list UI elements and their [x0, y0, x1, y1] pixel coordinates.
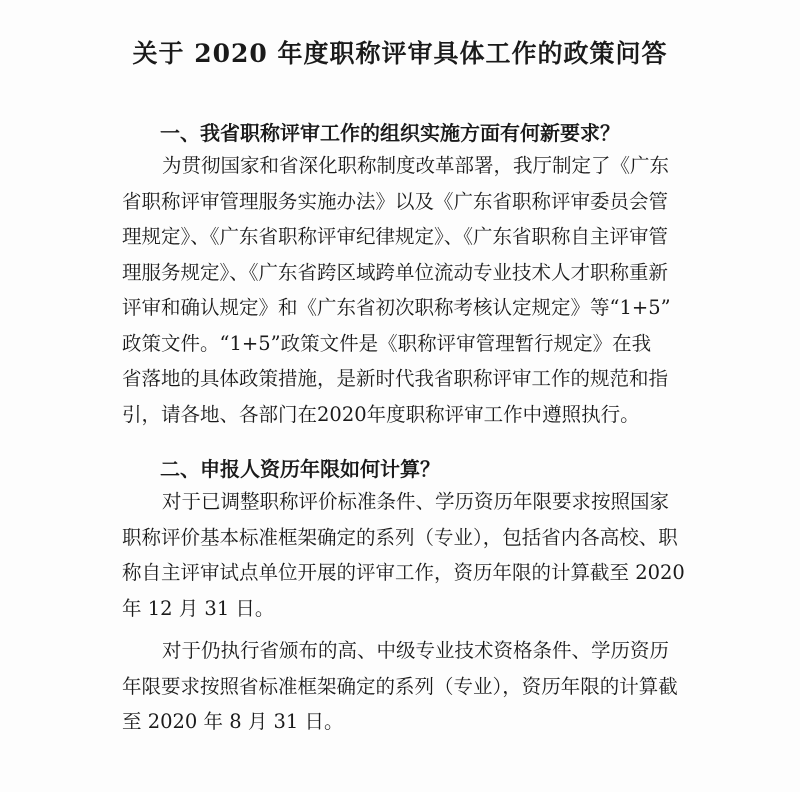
section-heading-2: 二、申报人资历年限如何计算？: [160, 457, 440, 481]
paragraph-line: 理服务规定》、《广东省跨区域跨单位流动专业技术人才职称重新: [122, 260, 669, 284]
paragraph-line: 评审和确认规定》和《广东省初次职称考核认定规定》等“1+5”: [122, 296, 671, 319]
section-2-paragraph-1: [122, 484, 692, 626]
paragraph-line: 对于仍执行省颁布的高、中级专业技术资格条件、学历资历: [162, 639, 670, 662]
paragraph-line: 年限要求按照省标准框架确定的系列（专业），资历年限的计算截: [122, 674, 678, 698]
document-title: 关于 2020 年度职称评审具体工作的政策问答: [132, 39, 668, 68]
paragraph-line: 年 12 月 31 日。: [122, 596, 275, 620]
section-heading-1: 一、我省职称评审工作的组织实施方面有何新要求？: [160, 121, 620, 145]
paragraph-line: 政策文件。“1+5”政策文件是《职称评审管理暂行规定》在我: [122, 331, 652, 355]
section-2-paragraph-2: [122, 633, 692, 740]
paragraph-line: 称自主评审试点单位开展的评审工作，资历年限的计算截至 2020: [122, 561, 685, 584]
paragraph-line: 引，请各地、各部门在2020年度职称评审工作中遵照执行。: [122, 402, 640, 426]
paragraph-line: 对于已调整职称评价标准条件、学历资历年限要求按照国家: [162, 490, 670, 513]
paragraph-line: 为贯彻国家和省深化职称制度改革部署，我厅制定了《广东: [162, 154, 670, 177]
paragraph-line: 职称评价基本标准框架确定的系列（专业），包括省内各高校、职: [122, 525, 678, 549]
paragraph-line: 理规定》、《广东省职称评审纪律规定》、《广东省职称自主评审管: [122, 225, 669, 248]
paragraph-line: 省落地的具体政策措施，是新时代我省职称评审工作的规范和指: [122, 367, 669, 390]
section-1-paragraph-1: [122, 148, 692, 432]
paragraph-line: 至 2020 年 8 月 31 日。: [122, 710, 344, 733]
paragraph-line: 省职称评审管理服务实施办法》以及《广东省职称评审委员会管: [122, 189, 669, 213]
